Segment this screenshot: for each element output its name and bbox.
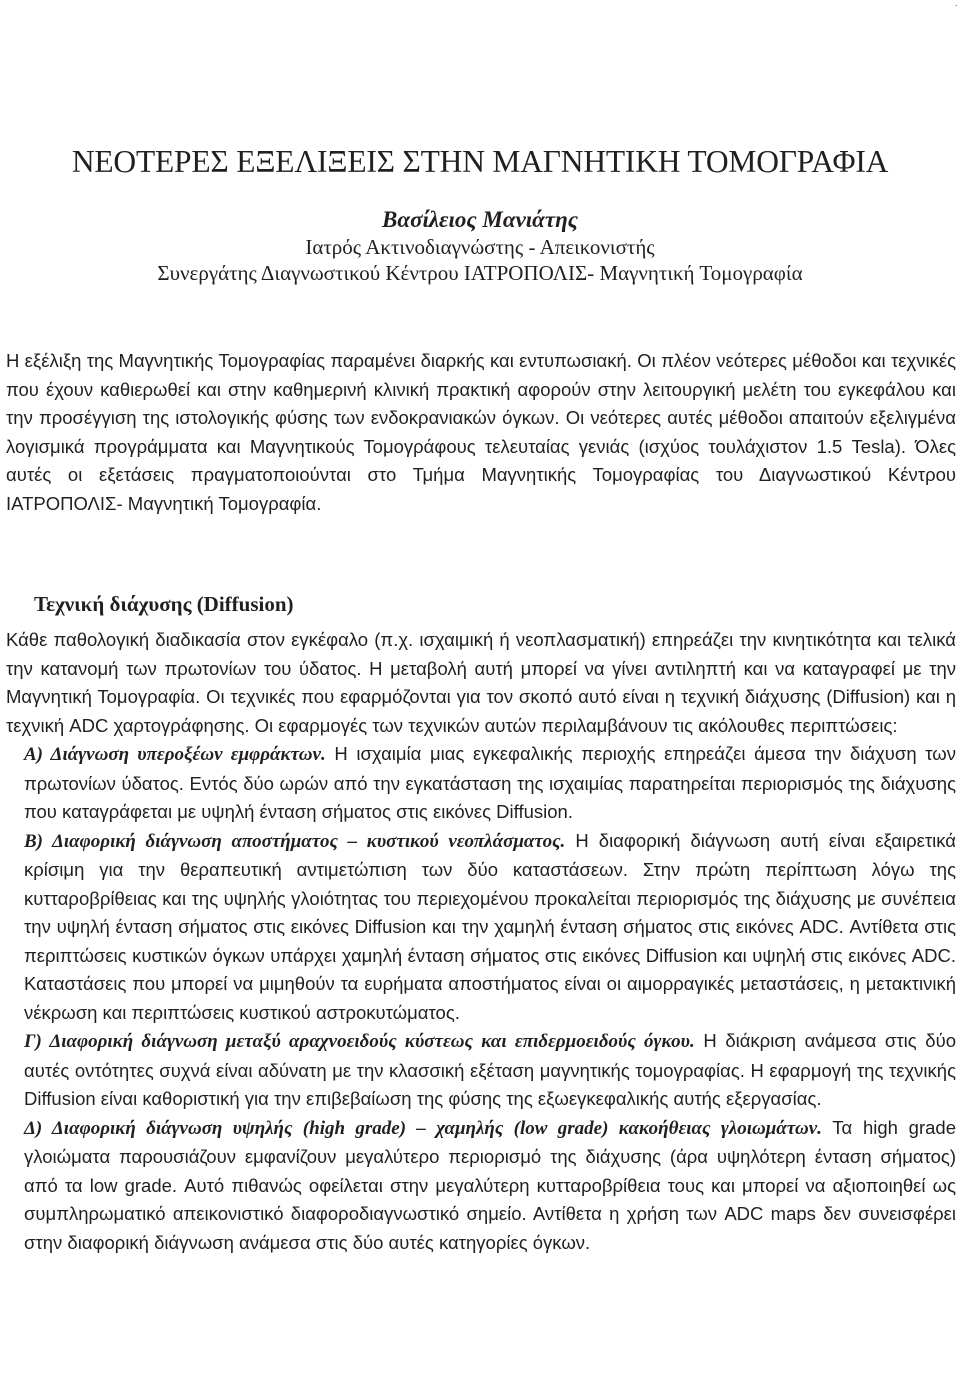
intro-paragraph: Η εξέλιξη της Μαγνητικής Τομογραφίας παραμένει διαρκής και εντυπωσιακή. Οι πλέον νεότερες μέθοδοι και τεχνικές που έχουν καθιερωθεί και στην καθημερινή κλινική πρακτική αφορούν στην λειτουργική μελέτη του εγκεφάλου και την προσέγγιση της ιστολογικής φύσης των ενδοκρανιακών όγκων. Οι νεότερες αυτές μέθοδοι απαιτούν εξελιγμένα λογισμικά προγράμματα και Μαγνητικούς Τομογράφους τελευταίας γενιάς (ισχύος τουλάχιστον 1.5 Tesla). Όλες αυτές οι εξετάσεις πραγματοποιούνται στο Τμήμα Μαγνητικής Τομογραφίας του Διαγνωστικού Κέντρου ΙΑΤΡΟΠΟΛΙΣ- Μαγνητική Τομογραφία. xyxy=(6,350,956,514)
section-heading: Τεχνική διάχυσης (Diffusion) xyxy=(34,592,294,616)
case-a-text: Η ισχαιμία μιας εγκεφαλικής περιοχής επηρεάζει άμεσα την διάχυση των πρωτονίων ύδατος. Εντός δύο ωρών από την εγκατάσταση της ισχαιμίας παρατηρείται περιορισμός της διάχυσης που καταγράφεται με υψηλή ένταση σήματος στις εικόνες Diffusion. xyxy=(24,743,956,822)
case-c-text: Η διάκριση ανάμεσα στις δύο αυτές οντότητες συχνά είναι αδύνατη με την κλασσική εξέταση μαγνητικής τομογραφίας. Η εφαρμογή της τεχνικής Diffusion είναι καθοριστική για την επιβεβαίωση της φύσης της εξωεγκεφαλικής αυτής εξεργασίας. xyxy=(24,1030,957,1109)
author-block xyxy=(0,206,960,286)
case-d xyxy=(6,1114,956,1258)
author-role: Ιατρός Ακτινοδιαγνώστης - Απεικονιστής xyxy=(305,235,655,259)
author-affiliation: Συνεργάτης Διαγνωστικού Κέντρου ΙΑΤΡΟΠΟΛΙΣ- Μαγνητική Τομογραφία xyxy=(157,261,803,285)
corner-dot: · xyxy=(954,0,958,11)
case-c-label: Γ) Διαφορική διάγνωση μεταξύ αραχνοειδούς κύστεως και επιδερμοειδούς όγκου. xyxy=(24,1031,695,1052)
case-b-label: Β) Διαφορική διάγνωση αποστήματος – κυστικού νεοπλάσματος. xyxy=(24,830,566,852)
case-b-text: Η διαφορική διάγνωση αυτή είναι εξαιρετικά κρίσιμη για την θεραπευτική αντιμετώπιση των δύο καταστάσεων. Στην πρώτη περίπτωση λόγω της κυτταροβρίθειας και της υψηλής γλοιότητας του περιεχομένου προκαλείται περιορισμός της διάχυσης με συνέπεια την υψηλή ένταση σήματος στις εικόνες Diffusion και την χαμηλή ένταση σήματος στις εικόνες ADC. Αντίθετα στις περιπτώσεις κυστικών όγκων υπάρχει χαμηλή ένταση σήματος στις εικόνες Diffusion και υψηλή στις εικόνες ADC. Καταστάσεις που μπορεί να μιμηθούν τα ευρήματα αποστήματος είναι οι αιμορραγικές μεταστάσεις, η μετακτινική νέκρωση και περιπτώσεις κυστικού αστροκυτώματος. xyxy=(24,829,956,1023)
case-a-label: Α) Διάγνωση υπεροξέων εμφράκτων. xyxy=(24,744,326,765)
case-d-text: Τα high grade γλοιώματα παρουσιάζουν εμφανίζουν μεγαλύτερο περιορισμό της διάχυσης (άρα υψηλότερη ένταση σήματος) από τα low grade. Αυτό πιθανώς οφείλεται στην μεγαλύτερη κυτταροβρίθεια τους και μπορεί να αξιοποιηθεί ως συμπληρωματικό απεικονιστικό διαφοροδιαγνωστικό σημείο. Αντίθετα η χρήση των ADC maps δεν συνεισφέρει στην διαφορική διάγνωση ανάμεσα στις δύο αυτές κατηγορίες όγκων. xyxy=(24,1116,956,1253)
page-title: ΝΕΟΤΕΡΕΣ ΕΞΕΛΙΞΕΙΣ ΣΤΗΝ ΜΑΓΝΗΤΙΚΗ ΤΟΜΟΓΡΑΦΙΑ xyxy=(71,144,889,179)
section-body xyxy=(6,626,956,1257)
case-b xyxy=(6,827,956,1028)
case-a xyxy=(6,740,956,827)
section-intro-paragraph: Κάθε παθολογική διαδικασία στον εγκέφαλο (π.χ. ισχαιμική ή νεοπλασματική) επηρεάζει την κινητικότητα και τελικά την κατανομή των πρωτονίων του ύδατος. Η μεταβολή αυτή μπορεί να γίνει αντιληπτή και να καταγραφεί με την Μαγνητική Τομογραφία. Οι τεχνικές που εφαρμόζονται για τον σκοπό αυτό είναι η τεχνική διάχυσης (Diffusion) και η τεχνική ADC χαρτογράφησης. Οι εφαρμογές των τεχνικών αυτών περιλαμβάνουν τις ακόλουθες περιπτώσεις: xyxy=(6,629,956,736)
case-c xyxy=(6,1027,956,1114)
author-name: Βασίλειος Μανιάτης xyxy=(382,207,578,232)
case-d-label: Δ) Διαφορική διάγνωση υψηλής (high grade) – χαμηλής (low grade) κακοήθειας γλοιωμάτων. xyxy=(24,1117,822,1139)
